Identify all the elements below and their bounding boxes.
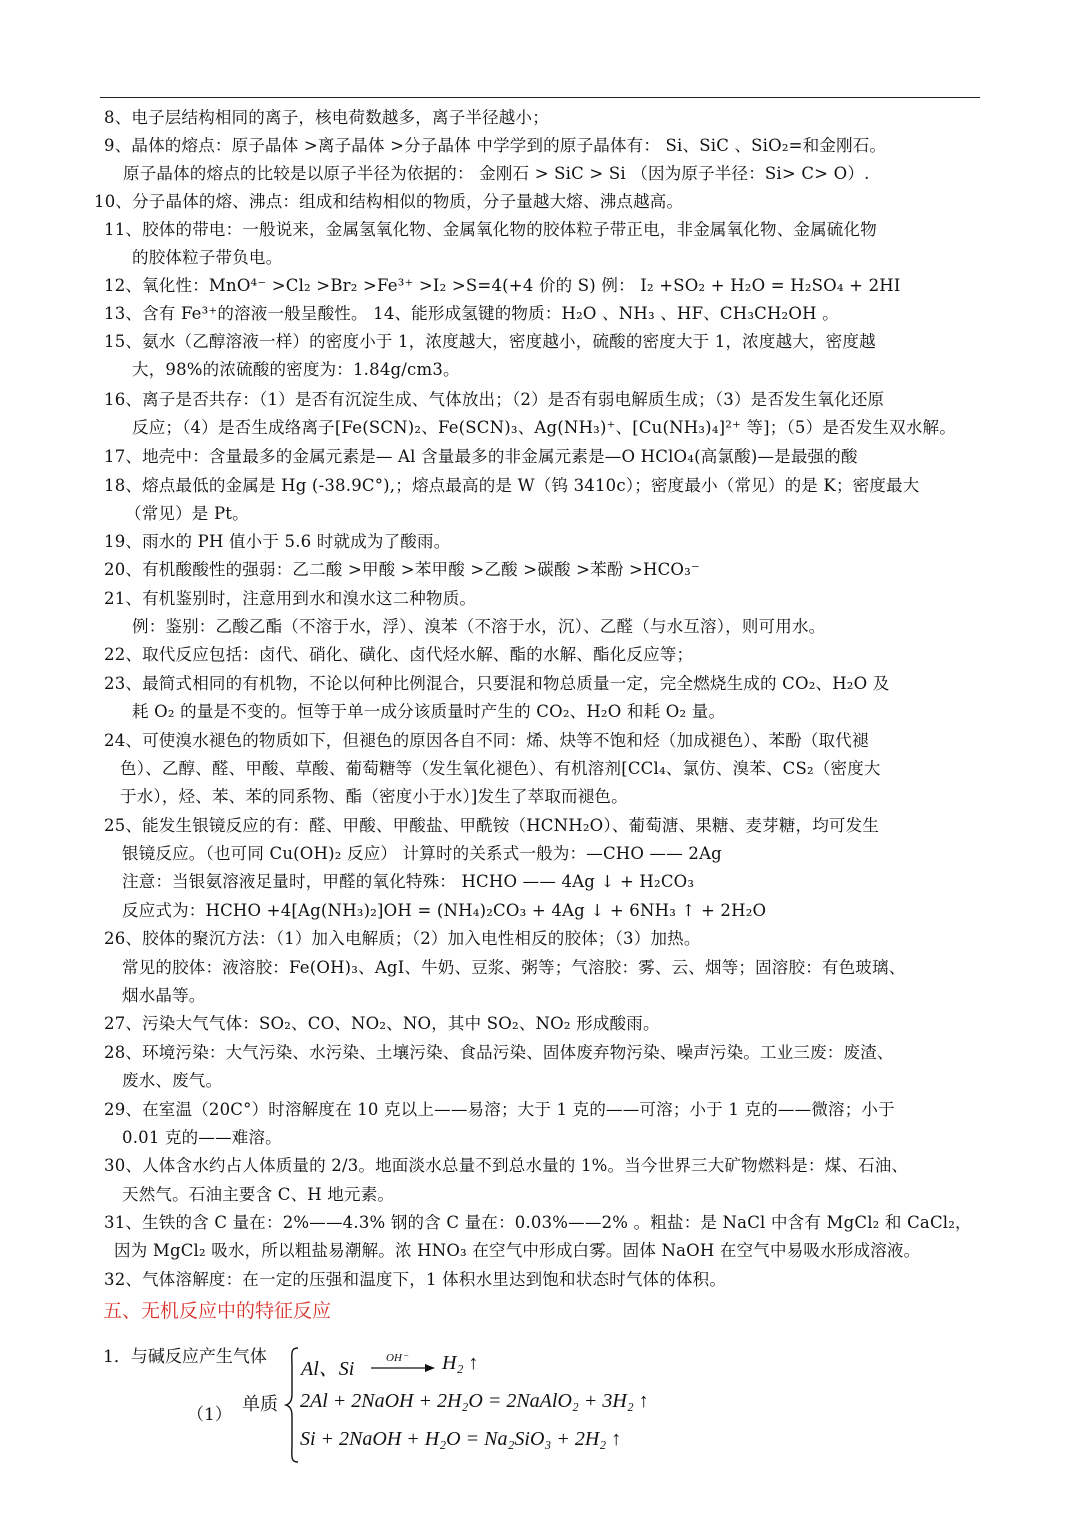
text-line: 大，98%的浓硫酸的密度为：1.84g/cm3。 (132, 360, 460, 379)
sub-label: （1） (187, 1405, 232, 1425)
equation-3: Si + 2NaOH + H₂O = Na₂SiO₃ + 2H₂ ↑ (300, 1428, 622, 1450)
item-label: 1．与碱反应产生气体 (103, 1347, 267, 1367)
text-line: 废水、废气。 (122, 1071, 223, 1090)
text-line: （常见）是 Pt。 (125, 504, 249, 523)
text-line: 13、含有 Fe³⁺的溶液一般呈酸性。 14、能形成氢键的物质：H₂O 、NH₃ 、HF、CH₃CH₂OH 。 (104, 304, 839, 323)
text-line: 于水），烃、苯、苯的同系物、酯（密度小于水）]发生了萃取而褪色。 (120, 787, 628, 806)
text-line: 29、在室温（20C°）时溶解度在 10 克以上——易溶；大于 1 克的——可溶；小于 1 克的——微溶；小于 (104, 1100, 895, 1119)
equation-2: 2Al + 2NaOH + 2H₂O = 2NaAlO₂ + 3H₂ ↑ (300, 1390, 649, 1412)
text-line: 的胶体粒子带负电。 (132, 248, 283, 267)
text-line: 19、雨水的 PH 值小于 5.6 时就成为了酸雨。 (104, 532, 451, 551)
equation-1-right: H₂ ↑ (442, 1352, 479, 1374)
sub-category: 单质 (242, 1394, 278, 1415)
text-line: 常见的胶体：液溶胶：Fe(OH)₃、AgI、牛奶、豆浆、粥等；气溶胶：雾、云、烟等；固溶胶：有色玻璃、 (122, 958, 906, 977)
text-line: 12、氧化性：MnO⁴⁻ >Cl₂ >Br₂ >Fe³⁺ >I₂ >S=4(+4 价的 S) 例： I₂ +SO₂ + H₂O = H₂SO₄ + 2HI (104, 276, 901, 295)
text-line: 反应；（4）是否生成络离子[Fe(SCN)₂、Fe(SCN)₃、Ag(NH₃)⁺、[Cu(NH₃)₄]²⁺ 等]；（5）是否发生双水解。 (132, 418, 956, 437)
text-line: 30、人体含水约占人体质量的 2/3。地面淡水总量不到总水量的 1%。当今世界三大矿物燃料是：煤、石油、 (104, 1156, 909, 1175)
text-line: 11、胶体的带电：一般说来，金属氢氧化物、金属氧化物的胶体粒子带正电，非金属氧化物、金属硫化物 (104, 220, 877, 239)
text-line: 例：鉴别：乙酸乙酯（不溶于水，浮）、溴苯（不溶于水，沉）、乙醛（与水互溶），则可用水。 (132, 617, 826, 636)
text-line: 10、分子晶体的熔、沸点：组成和结构相似的物质，分子量越大熔、沸点越高。 (94, 192, 684, 211)
text-line: 17、地壳中：含量最多的金属元素是— Al 含量最多的非金属元素是—O HClO₄(高氯酸)—是最强的酸 (104, 447, 858, 466)
text-line: 注意：当银氨溶液足量时，甲醛的氧化特殊： HCHO —— 4Ag ↓ + H₂CO₃ (122, 872, 695, 891)
text-line: 28、环境污染：大气污染、水污染、土壤污染、食品污染、固体废弃物污染、噪声污染。工业三废：废渣、 (104, 1043, 894, 1062)
equation-1-left: Al、Si (301, 1358, 355, 1380)
text-line: 25、能发生银镜反应的有：醛、甲酸、甲酸盐、甲酰铵（HCNH₂O）、葡萄溏、果糖、麦芽糖，均可发生 (104, 816, 880, 835)
text-line: 原子晶体的熔点的比较是以原子半径为依据的： 金刚石 > SiC > Si （因为原子半径：Si> C> O）. (123, 164, 870, 183)
text-line: 23、最简式相同的有机物，不论以何种比例混合，只要混和物总质量一定，完全燃烧生成的 CO₂、H₂O 及 (104, 674, 890, 693)
text-line: 20、有机酸酸性的强弱：乙二酸 >甲酸 >苯甲酸 >乙酸 >碳酸 >苯酚 >HCO₃⁻ (104, 560, 700, 579)
text-line: 因为 MgCl₂ 吸水，所以粗盐易潮解。浓 HNO₃ 在空气中形成白雾。固体 NaOH 在空气中易吸水形成溶液。 (114, 1241, 921, 1260)
text-line: 9、晶体的熔点：原子晶体 >离子晶体 >分子晶体 中学学到的原子晶体有： Si、SiC 、SiO₂=和金刚石。 (104, 136, 887, 155)
text-line: 银镜反应。（也可同 Cu(OH)₂ 反应） 计算时的关系式一般为：—CHO —— 2Ag (122, 844, 722, 863)
text-line: 反应式为：HCHO +4[Ag(NH₃)₂]OH = (NH₄)₂CO₃ + 4Ag ↓ + 6NH₃ ↑ + 2H₂O (122, 901, 767, 920)
text-line: 32、气体溶解度：在一定的压强和温度下，1 体积水里达到饱和状态时气体的体积。 (104, 1270, 727, 1289)
text-line: 22、取代反应包括：卤代、硝化、磺化、卤代烃水解、酯的水解、酯化反应等； (104, 645, 694, 664)
text-line: 31、生铁的含 C 量在：2%——4.3% 钢的含 C 量在：0.03%——2% 。粗盐：是 NaCl 中含有 MgCl₂ 和 CaCl₂， (104, 1213, 972, 1232)
text-line: 16、离子是否共存：（1）是否有沉淀生成、气体放出；（2）是否有弱电解质生成；（3）是否发生氧化还原 (104, 390, 885, 409)
text-line: 0.01 克的——难溶。 (122, 1128, 282, 1147)
text-line: 天然气。石油主要含 C、H 地元素。 (122, 1185, 395, 1204)
text-line: 24、可使溴水褪色的物质如下，但褪色的原因各自不同：烯、炔等不饱和烃（加成褪色）、苯酚（取代褪 (104, 731, 869, 750)
curly-brace-icon (284, 1346, 300, 1464)
text-line: 18、熔点最低的金属是 Hg (-38.9C°),；熔点最高的是 W（钨 3410c）；密度最小（常见）的是 K；密度最大 (104, 476, 920, 495)
text-line: 27、污染大气气体：SO₂、CO、NO₂、NO，其中 SO₂、NO₂ 形成酸雨。 (104, 1014, 660, 1033)
section-title: 五、无机反应中的特征反应 (103, 1300, 332, 1322)
text-line: 15、氨水（乙醇溶液一样）的密度小于 1，浓度越大，密度越小，硫酸的密度大于 1，浓度越大，密度越 (104, 332, 876, 351)
arrow-condition-label: OH⁻ (386, 1352, 408, 1364)
text-line: 21、有机鉴别时，注意用到水和溴水这二种物质。 (104, 589, 477, 608)
text-line: 8、电子层结构相同的离子，核电荷数越多，离子半径越小； (104, 108, 549, 127)
text-line: 色）、乙醇、醛、甲酸、草酸、葡萄糖等（发生氧化褪色）、有机溶剂[CCl₄、氯仿、溴苯、CS₂（密度大 (120, 759, 881, 778)
header-rule (100, 97, 980, 98)
text-line: 耗 O₂ 的量是不变的。恒等于单一成分该质量时产生的 CO₂、H₂O 和耗 O₂ 量。 (132, 702, 726, 721)
text-line: 烟水晶等。 (122, 986, 206, 1005)
text-line: 26、胶体的聚沉方法：（1）加入电解质；（2）加入电性相反的胶体；（3）加热。 (104, 929, 701, 948)
